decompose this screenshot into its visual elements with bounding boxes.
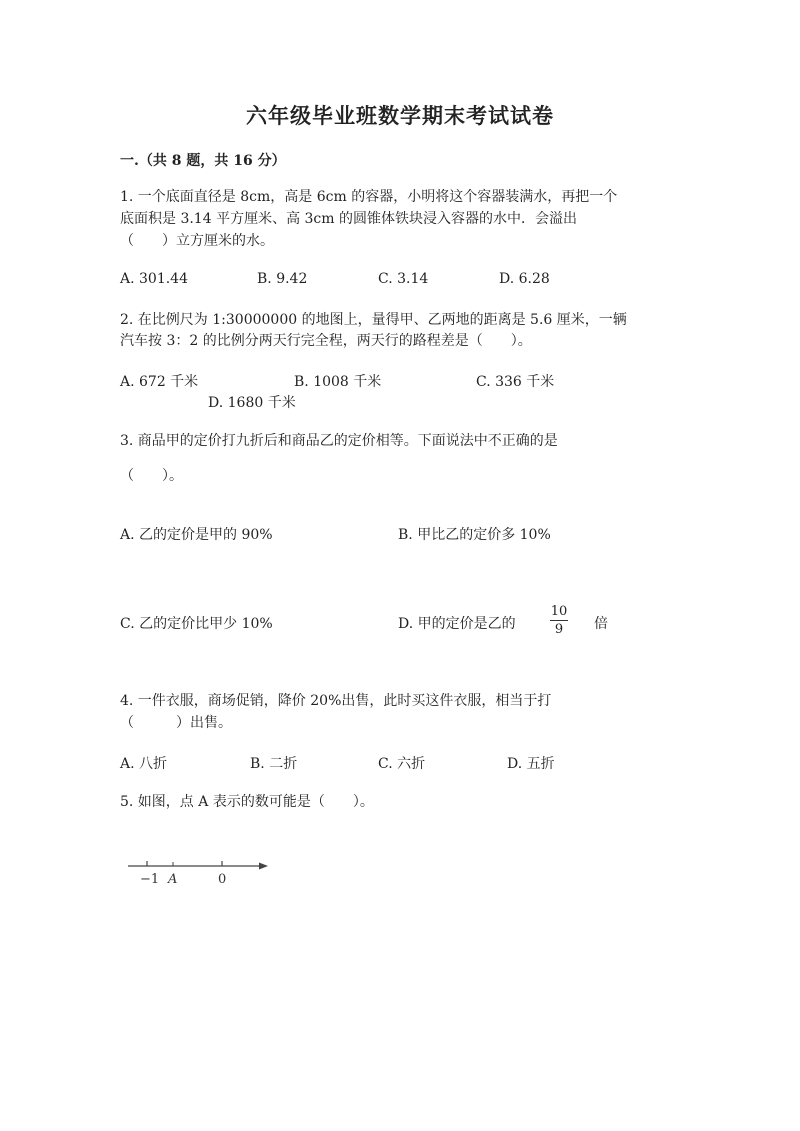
question-3-option-d: D. 甲的定价是乙的: [398, 616, 516, 632]
question-4-option-a: A. 八折: [120, 756, 168, 772]
question-5-line-1: 5. 如图，点 A 表示的数可能是（ ）。: [120, 794, 374, 810]
label-zero: 0: [218, 872, 227, 887]
question-2-option-a: A. 672 千米: [120, 374, 199, 390]
question-3-option-a: A. 乙的定价是甲的 90%: [120, 527, 273, 543]
question-3-option-b: B. 甲比乙的定价多 10%: [398, 527, 551, 543]
question-4-line-1: 4. 一件衣服，商场促销，降价 20%出售，此时买这件衣服，相当于打: [120, 693, 552, 709]
number-line-figure: [124, 852, 274, 888]
question-2-option-c: C. 336 千米: [476, 374, 555, 390]
question-4-option-c: C. 六折: [378, 756, 426, 772]
question-1-line-2: 底面积是 3.14 平方厘米、高 3cm 的圆锥体铁块浸入容器的水中．会溢出: [120, 211, 577, 227]
question-4-line-2: （ ）出售。: [120, 715, 232, 731]
question-2-option-d: D. 1680 千米: [208, 395, 296, 411]
question-4-option-b: B. 二折: [250, 756, 298, 772]
question-1-option-a: A. 301.44: [120, 271, 188, 287]
question-3-fraction: [550, 604, 568, 637]
question-3-option-c: C. 乙的定价比甲少 10%: [120, 616, 273, 632]
question-2-option-b: B. 1008 千米: [294, 374, 382, 390]
question-2-line-1: 2. 在比例尺为 1:30000000 的地图上，量得甲、乙两地的距离是 5.6 厘米，一辆: [120, 312, 627, 328]
question-2-line-2: 汽车按 3：2 的比例分两天行完全程，两天行的路程差是（ ）。: [120, 333, 532, 349]
question-1-option-d: D. 6.28: [499, 271, 550, 287]
question-1-line-1: 1. 一个底面直径是 8cm，高是 6cm 的容器，小明将这个容器装满水，再把一个: [120, 189, 618, 205]
question-3-line-1: 3. 商品甲的定价打九折后和商品乙的定价相等。下面说法中不正确的是: [120, 433, 558, 449]
question-1-line-3: （ ）立方厘米的水。: [120, 233, 274, 249]
fraction-numerator: 10: [550, 604, 568, 619]
question-4-option-d: D. 五折: [507, 756, 555, 772]
number-line-arrow-icon: [259, 863, 268, 870]
label-a: A: [168, 872, 178, 887]
question-3-line-2: （ ）。: [120, 468, 183, 484]
fraction-bar: [550, 620, 568, 621]
exam-title: 六年级毕业班数学期末考试试卷: [246, 103, 554, 128]
question-3-fraction-suffix: 倍: [594, 616, 608, 632]
section-heading: 一.（共 8 题，共 16 分）: [120, 153, 286, 169]
question-1-option-c: C. 3.14: [378, 271, 429, 287]
question-1-option-b: B. 9.42: [257, 271, 308, 287]
fraction-denominator: 9: [554, 622, 564, 637]
label-minus-one: −1: [140, 872, 160, 887]
